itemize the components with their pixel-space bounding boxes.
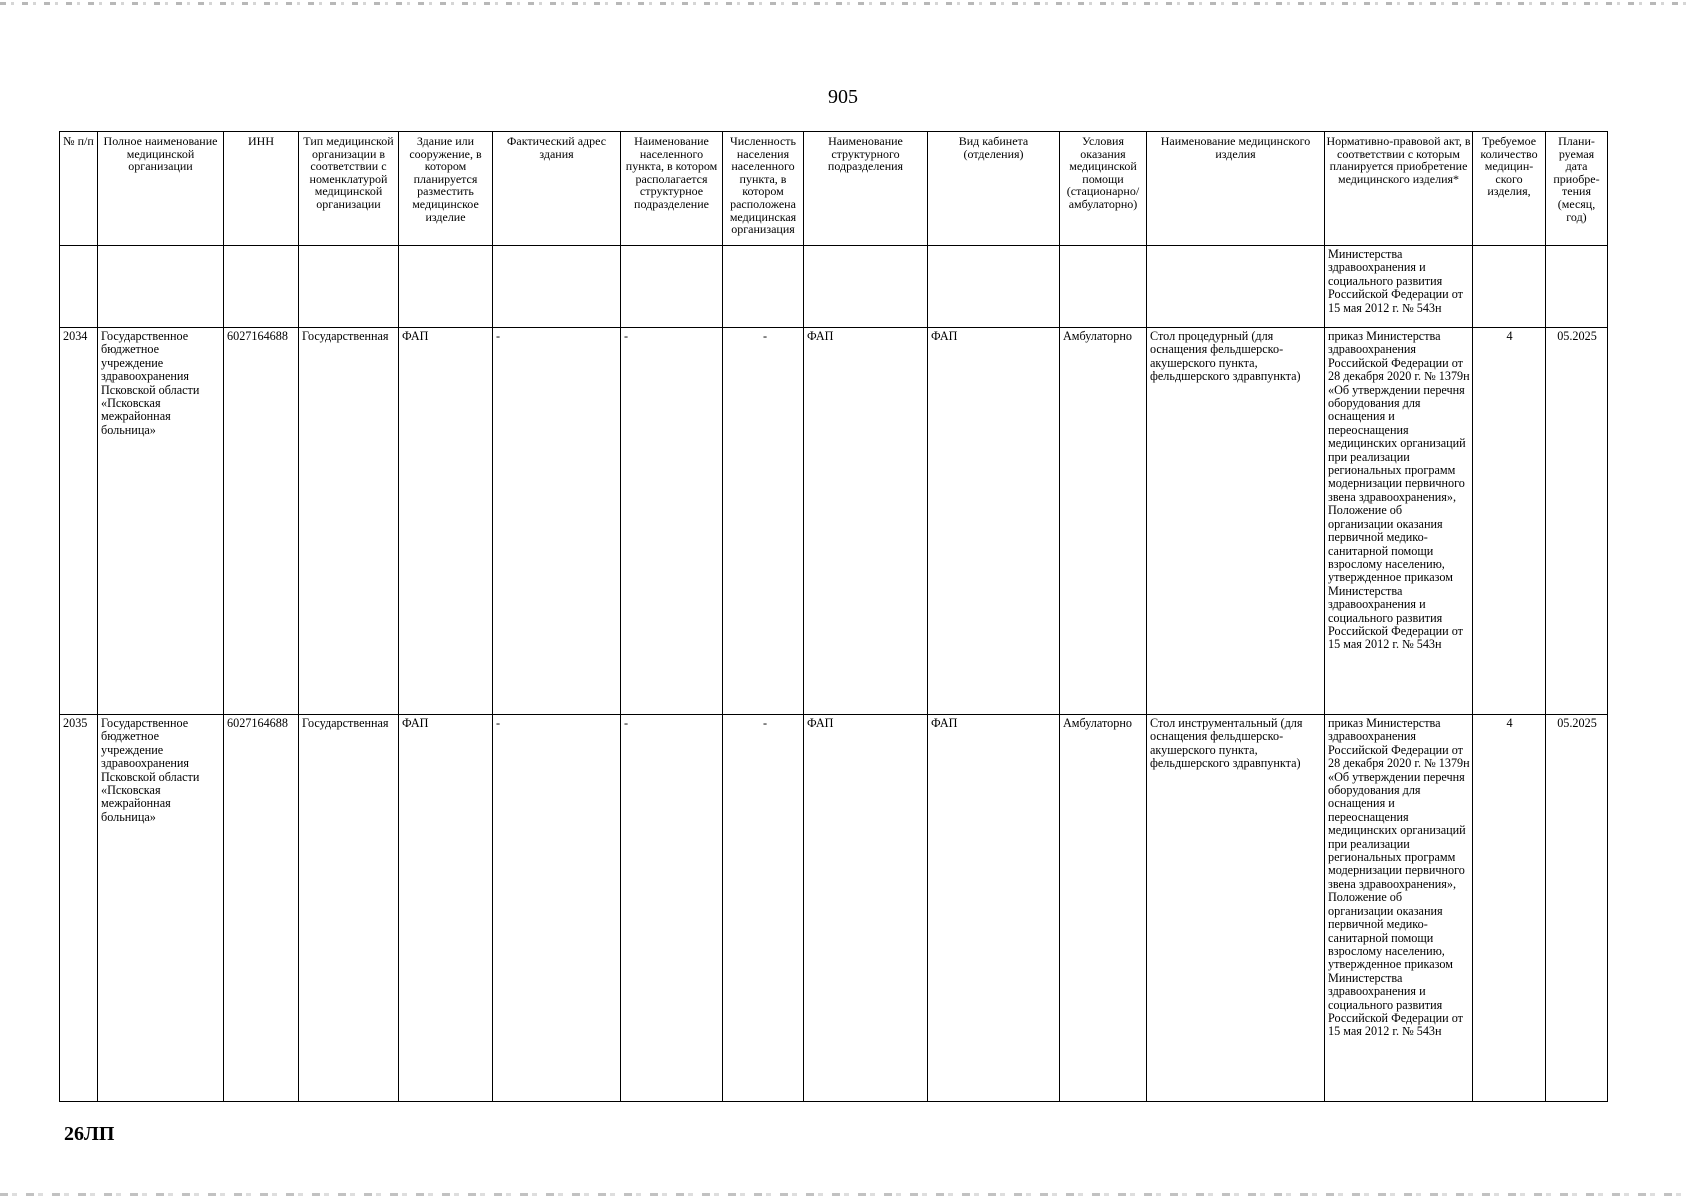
cell-device: Стол процедурный (для оснащения фельдшерско-акушерского пункта, фельдшерского здравпункта) [1147, 328, 1325, 715]
col-header-org: Полное наименование медицинской организации [98, 132, 224, 246]
cell-num: 2034 [60, 328, 98, 715]
cell-date: 05.2025 [1546, 715, 1608, 1102]
col-header-settlement: Наименование населенного пункта, в котором располагается структурное подразделение [621, 132, 723, 246]
col-header-date: Плани-руемая дата приобре-тения (месяц, год) [1546, 132, 1608, 246]
cell-population: - [723, 715, 804, 1102]
page-number: 905 [828, 86, 858, 108]
cell-inn: 6027164688 [224, 715, 299, 1102]
cell-act: приказ Министерства здравоохранения Российской Федерации от 28 декабря 2020 г. № 1379н «Об утверждении перечня оборудования для оснащения и переоснащения медицинских организаций при реализации региональных программ модернизации первичного звена здравоохранения», Положение об организации оказания первичной медико-санитарной помощи взрослому населению, утвержденное приказом Министерства здравоохранения и социального развития Российской Федерации от 15 мая 2012 г. № 543н [1325, 328, 1473, 715]
cell-unit: ФАП [804, 328, 928, 715]
cell-type: Государственная [299, 328, 399, 715]
scan-edge-bottom [0, 1193, 1686, 1196]
col-header-conditions: Условия оказания медицинской помощи (стационарно/ амбулаторно) [1060, 132, 1147, 246]
table-row-continuation [60, 246, 1608, 328]
col-header-quantity: Требуемое количество медицин-ского изделия, [1473, 132, 1546, 246]
cell-conditions: Амбулаторно [1060, 715, 1147, 1102]
cell-settlement: - [621, 715, 723, 1102]
cell-device: Стол инструментальный (для оснащения фельдшерско-акушерского пункта, фельдшерского здравпункта) [1147, 715, 1325, 1102]
cell-inn: 6027164688 [224, 328, 299, 715]
col-header-unit: Наименование структурного подразделения [804, 132, 928, 246]
cell-building: ФАП [399, 715, 493, 1102]
cell-cabinet: ФАП [928, 328, 1060, 715]
col-header-building: Здание или сооружение, в котором планируется разместить медицинское изделие [399, 132, 493, 246]
table-header-row [60, 132, 1608, 246]
cell-quantity: 4 [1473, 715, 1546, 1102]
cell-population: - [723, 328, 804, 715]
table-row [60, 328, 1608, 715]
cell-settlement: - [621, 328, 723, 715]
cell-building: ФАП [399, 328, 493, 715]
cell-address: - [493, 328, 621, 715]
cell-quantity: 4 [1473, 328, 1546, 715]
cell-act: приказ Министерства здравоохранения Российской Федерации от 28 декабря 2020 г. № 1379н «Об утверждении перечня оборудования для оснащения и переоснащения медицинских организаций при реализации региональных программ модернизации первичного звена здравоохранения», Положение об организации оказания первичной медико-санитарной помощи взрослому населению, утвержденное приказом Министерства здравоохранения и социального развития Российской Федерации от 15 мая 2012 г. № 543н [1325, 715, 1473, 1102]
col-header-population: Численность населения населенного пункта, в котором расположена медицинская организация [723, 132, 804, 246]
cell-type: Государственная [299, 715, 399, 1102]
col-header-num: № п/п [60, 132, 98, 246]
cell-unit: ФАП [804, 715, 928, 1102]
col-header-type: Тип медицинской организации в соответствии с номенклатурой медицинской организации [299, 132, 399, 246]
table-row [60, 715, 1608, 1102]
cell-org: Государственное бюджетное учреждение здравоохранения Псковской области «Псковская межрайонная больница» [98, 328, 224, 715]
cell-conditions: Амбулаторно [1060, 328, 1147, 715]
col-header-cabinet: Вид кабинета (отделения) [928, 132, 1060, 246]
col-header-device: Наименование медицинского изделия [1147, 132, 1325, 246]
cell-act: Министерства здравоохранения и социального развития Российской Федерации от 15 мая 2012 г. № 543н [1325, 246, 1473, 328]
cell-org: Государственное бюджетное учреждение здравоохранения Псковской области «Псковская межрайонная больница» [98, 715, 224, 1102]
col-header-act: Нормативно-правовой акт, в соответствии с которым планируется приобретение медицинского изделия* [1325, 132, 1473, 246]
col-header-inn: ИНН [224, 132, 299, 246]
cell-cabinet: ФАП [928, 715, 1060, 1102]
scan-edge-top [0, 2, 1686, 5]
equipment-table [59, 131, 1608, 1102]
cell-address: - [493, 715, 621, 1102]
cell-num: 2035 [60, 715, 98, 1102]
col-header-address: Фактический адрес здания [493, 132, 621, 246]
footer-code: 26ЛП [64, 1123, 115, 1145]
cell-date: 05.2025 [1546, 328, 1608, 715]
